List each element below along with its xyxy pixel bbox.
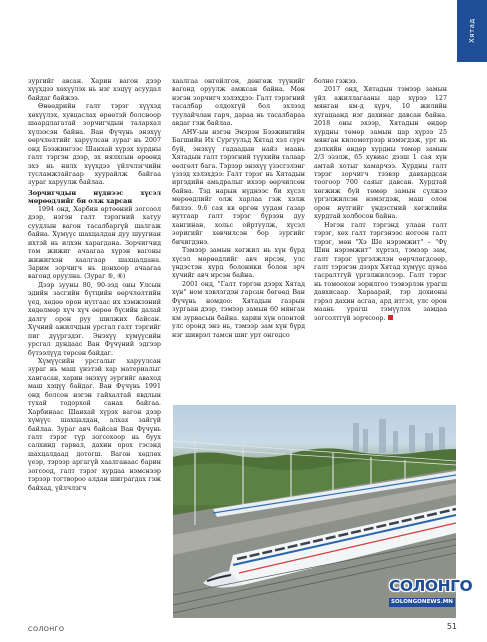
- paragraph: зургийг авсан. Харин вагон дээр хүүхдээ хөхүүлэх нь нэг хэцүү асуудал байдаг байжээ.: [28, 78, 161, 102]
- section-subheading: Зорчигчдын нүднээс хүсэл мөрөөдлийг би олж харсан: [28, 188, 161, 206]
- page-number: 51: [446, 622, 457, 631]
- paragraph: 1994 онд, Харбин өртөөний зогсоол дээр, нэгэн галт тэрэгний хатуу суудлын вагон тасалбаргүй шалгаж байна. Хүмүүс шахцалдан дуу шуугиан ихтэй нь илхэн харагдана. Зорчигчид том жижиг ачаагаа хүрэн вагоны жижигхэн хаалгаар шахцалдана. Зарим зорчигч нь цонхоор ачаагаа вагонд оруулна. (Зураг ⑤, ⑥): [28, 205, 161, 281]
- paragraph: [314, 222, 447, 323]
- logo-wordmark: СОЛОНГО: [389, 577, 473, 595]
- paragraph: АНУ-ын нэгэн Энэрэн Бээжингийн Багшийн Их Сургуульд Хятад хэл сурч буй, энэхүү гадаадын найз маань Хятадын галт тэрэгний түүхийн талаар өөлгөлт бага. Тэрээр энэхүү үзэсгэлэнг үзээд хэлэхдээ: Галт тэрэг нь Хятадын иргэдийн амьдралыг ихээр өөрчилсөн байна. Тэд нарын нүднээс би хүсэл мөрөөдлийг олж харлаа гэж хэлж билээ. 9.6 сая кв өргөн уудам газар нутгаар галт тэрэг бүрээн дуу хангинан, хольс ойртуулж, хүсэл зоригийг хөвчилсэн бор зургийг бичигдэнэ.: [172, 128, 305, 246]
- paragraph: Тэмээр замын хөгжил нь хүн бүрд хүсэл мөрөөдлийг авч ирсэн, улс үндэстэн хурд болоники болон эрч хүчийг авч ирсэн байна.: [172, 247, 305, 280]
- paragraph: Хүмүүсийн урсгалыг харуулсан зураг нь маш үнэтэй хар материалыг хангасан, харин энэхүү зургийг аваход маш хэцүү байдаг. Ван Фүчүнь 1991 онд болсон нэгэн гайхалтай явдлын тухай тодорхой санах байгаа. Харбинаас Шанхай хүрэх вагон дээр хүмүүс шахцалдан, алхах зайгүй байлаа. Зураг авч байсан Ван Фүчүнь галт тэрэг түр зогсохоор нь буух салхинд гарвал, дахин орох гэсэнд шахцалдаад дотогш. Вагон хөдлөх үеэр, тэрээр аргагүй хаалганаас барин зогсоод, галт тэрэг хурдаа нэмснээр тэрээр тогтвороо алдан шиграгдах гэж байхад, үйлчлэгч: [28, 357, 161, 492]
- article-end-mark: [388, 315, 393, 320]
- section-tab: [457, 0, 487, 62]
- solongo-logo: [389, 574, 473, 608]
- paragraph: хаалгаа онгойлгон, дөнгөж түүнийг вагонд оруулж амжсан байна. Мөн нэгэн зорчигч хэлэхдээ: Галт тэрэгний тасалбар олдохгүй бол эхлээд туулайчлан гарч, дараа нь тасалбараа авдаг гэж байлаа.: [172, 78, 305, 128]
- footer-magazine-name: СОЛОНГО: [28, 625, 65, 633]
- text-column-1: [28, 78, 161, 493]
- paragraph: 2001 онд, "Галт тэргэн дээрх Хятад хүн" ном хэвлэгдэн гарсан бөгөөд Ван Фүчүнь номдоо: Хятадын газрын зургаан дээр, тэмээр замын 60 мянган км зурвасын байна. харин хүн олонтой улс оронд энэ нь, тэмээр зам хүн бүрд нэг шиврэл тамсн шиг урт онгодсо: [172, 280, 305, 339]
- text-column-2: [172, 78, 305, 340]
- paragraph: Өнөөдрийн галт тэрэг хүүхэд хөхүүлэх, хувцаслах өрөөтэй болсноор шаардлагатай зорчигчдын талархал хүлээсэн байна. Ван Фүчүнь энэхүү өөрчлөлтийг харуулсан зураг нь 2007 онд Бээжингээс Шанхай хүрэх хурдны галт тэргэн дээр, эх нялхсын өрөөнд эхэ нь нялх хүүхдээ үйлчлэгчийн тусламжтайгаар хуурайлж байгаа зураг харуулж байлаа.: [28, 103, 161, 187]
- paragraph-text: Нэгэн галт тэргэнд улаан галт тэрэг, хөх галт тэргэнээс ногоон галт тэрэг, мөн "Хэ Ше нэрэмжит" – "Фү Шин нэрэмжит" хүртэл, тэмээр зам, галт тэрэг үргэлжлэн өөрчлөгдсөөр, галт тэрэгэн дээрх Хятад хүмүүс цуваа тасралтгүй үргэлжилсээр. Галт тэрэг нь томоохон зорилгоо тээвэрлэн урагш давхисаар. Хараарай, тэр дохионы гэрэл дахин асгаа, ард итгэл, улс орон маань урагш тэмүүлэх замдаа зогсолтгүй зорчсоор.: [314, 221, 447, 322]
- section-tab-label: Хятад: [468, 18, 476, 44]
- paragraph: Дээр зууны 80, 90-ээд оны Улсын эдийн засгийн бүтцийн өөрчлөлтийн үед, хөдөө орон нутгаас их хэмжээний хөдөлмөр хүч хүч өөрөө бүсийн далай далгу орон руу шилжих байсан. Хүчний ажилчдын урсгал галт тэргийг пиг дүүргэдэг. Энэхүү хүмүүсийн урсгал дундаас Ван Фүчүний эдгээр бүтээлүүд төрсөн байдаг.: [28, 281, 161, 357]
- paragraph: 2017 онд, Хятадын тэмээр замын үйл ажиллагааны цар хүрээ 127 мянган км-д хүрч, 10 жилийн хугацаанд нэг дахинаг давсан байна. 2018 оны эхээр, Хятадын өндөр хурдны төмөр замын цар хүрээ 25 мянган километрээр нэмэгдэж, урт нь дэлхийн өндөр хурдны төмөр замын 2/3 эзэлж, 65 хувиас дээш 1 сая хүн амтай хотыг хамарчээ. Хурдны галт тэрэг зорчигч тээвэр давхардсан тоогоор 700 саяыг давсан. Хурдтай хөгжиж буй төмөр замын сүлжээ үргэлжилсэн нэмэгдэж, маш олон орон нутгийг үндэстний хөгжлийн хурдтай холбосон байна.: [314, 86, 447, 221]
- paragraph: болно гэжээ.: [314, 78, 358, 85]
- text-column-3: [314, 78, 447, 323]
- logo-website: SOLONGONEWS.MN: [390, 599, 453, 605]
